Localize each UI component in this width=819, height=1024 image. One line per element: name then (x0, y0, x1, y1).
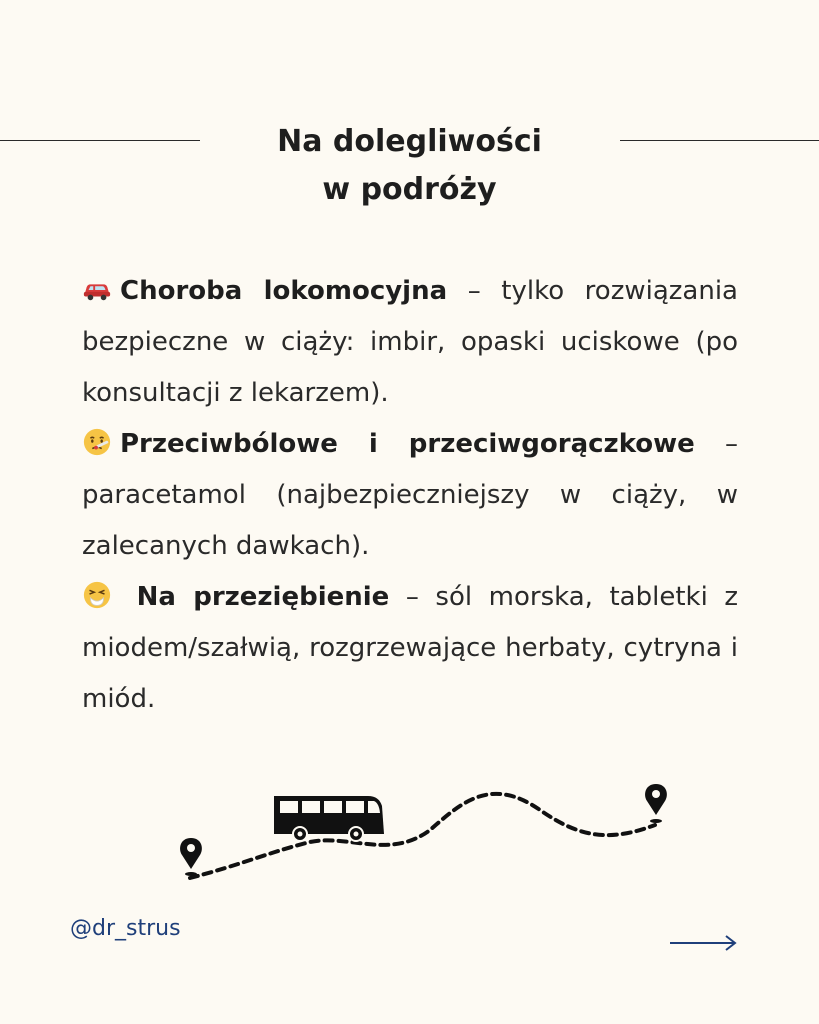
item-heading: Choroba lokomocyjna (120, 276, 448, 306)
author-handle: @dr_strus (70, 916, 181, 941)
item-text: – paracetamol (najbezpieczniejszy w ciąży, w zalecanych dawkach). (82, 429, 739, 561)
sneezing-face-icon (82, 580, 112, 610)
page-title-line-1: Na dolegliwości (277, 124, 542, 159)
travel-route-illustration (160, 770, 680, 890)
item-heading: Na przeziębienie (136, 582, 390, 612)
car-icon (82, 274, 112, 304)
page-title (0, 118, 819, 214)
item-heading: Przeciwbólowe i przeciwgorączkowe (120, 429, 695, 459)
list-item-painkillers (82, 419, 738, 572)
page-title-line-2: w podróży (322, 172, 497, 207)
item-text: – sól morska, tabletki z miodem/szałwią, rozgrzewające herbaty, cytryna i miód. (82, 582, 739, 714)
item-text: – tylko rozwiązania bezpieczne w ciąży: imbir, opaski uciskowe (po konsultacji z lekarzem). (82, 276, 738, 408)
ailments-list (82, 266, 738, 725)
bus-icon (274, 796, 384, 841)
end-location-pin-icon (645, 784, 667, 823)
list-item-cold (82, 572, 738, 725)
dashed-route-path (190, 794, 655, 878)
list-item-motion-sickness (82, 266, 738, 419)
next-arrow-icon[interactable] (668, 930, 740, 956)
start-location-pin-icon (180, 838, 202, 876)
sick-face-thermometer-icon (82, 427, 112, 457)
